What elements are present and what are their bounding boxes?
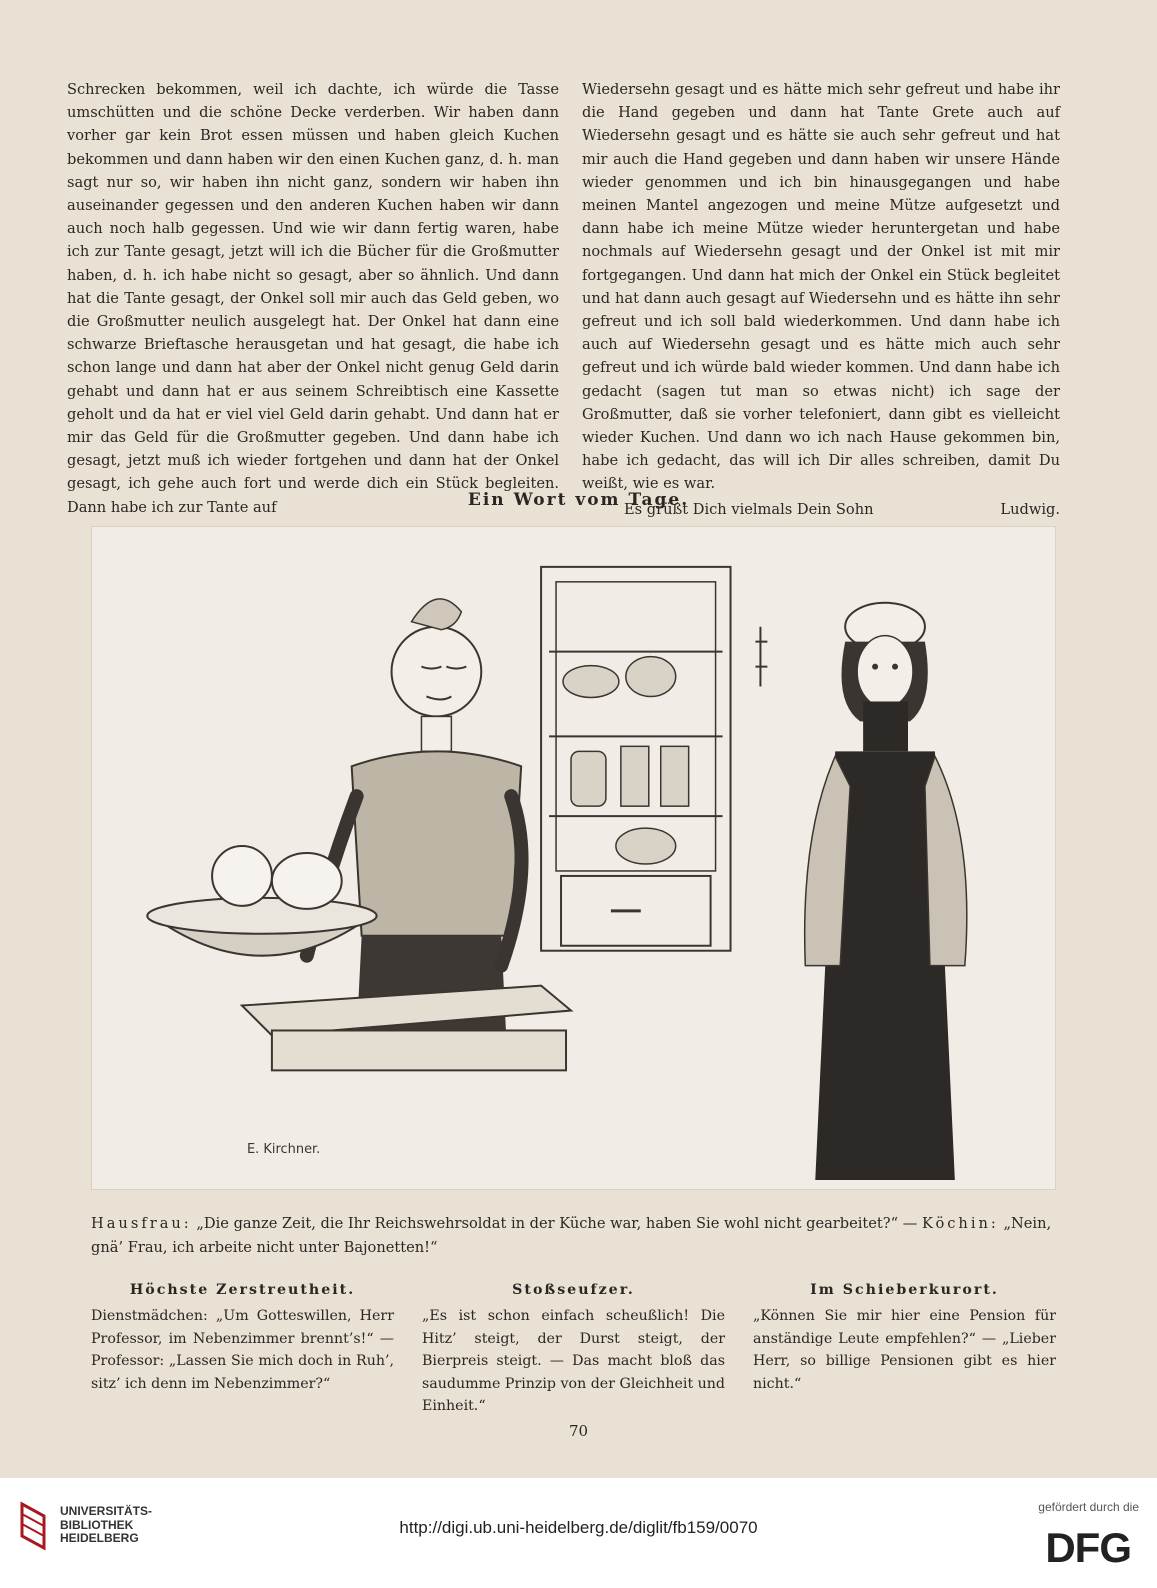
sponsor-label: gefördert durch die xyxy=(1038,1500,1139,1514)
digitization-footer xyxy=(0,1478,1157,1588)
cartoon-caption xyxy=(91,1212,1056,1260)
cartoon-illustration xyxy=(91,526,1056,1190)
caption-speaker-cook: Köchin: xyxy=(921,1215,999,1232)
short-jokes xyxy=(91,1279,1056,1417)
source-url-link[interactable]: http://digi.ub.uni-heidelberg.de/diglit/fb159/0070 xyxy=(399,1518,758,1537)
article-right-text: Wiedersehn gesagt und es hätte mich sehr gefreut und habe ihr die Hand gegeben und dann hat Tante Grete auch auf Wiedersehn gesagt und es hätte sie auch sehr gefreut und hat mir auch die Hand gegeben und dann haben wir unsere Hände wieder genommen und ich bin hinausgegangen und habe meinen Mantel angezogen und meine Mütze aufgesetzt und dann habe ich meine Mütze wieder heruntergetan und habe nochmals auf Wiedersehn gesagt und der Onkel ist mit mir fortgegangen. Und dann hat mich der Onkel ein Stück begleitet und hat dann auch gesagt auf Wiedersehn und es hätte ihn sehr gefreut und ich soll bald wiederkommen. Und dann habe ich auch auf Wiedersehn gesagt und es hätte mich auch sehr gefreut und ich würde bald wieder kommen. Und dann habe ich gedacht (sagen tut man so etwas nicht) ich sage der Großmutter, daß sie vorher telefoniert, dann gibt es vielleicht wieder Kuchen. Und dann wo ich nach Hause gekommen bin, habe ich gedacht, das will ich Dir alles schreiben, damit Du weißt, wie es war. xyxy=(582,81,1060,493)
library-name-line: UNIVERSITÄTS- xyxy=(60,1504,153,1518)
caption-answer: „Nein, gnä’ Frau, ich arbeite nicht unter Bajonetten!“ xyxy=(91,1215,1052,1256)
cartoon-drawing xyxy=(92,527,1055,1189)
joke-title: Stoßseufzer. xyxy=(512,1282,635,1298)
letter-greeting: Es grüßt Dich vielmals Dein Sohn xyxy=(624,500,874,518)
housewife-figure xyxy=(307,599,522,1036)
library-name-line: BIBLIOTHEK xyxy=(60,1517,134,1532)
article-right-column xyxy=(582,78,1060,521)
joke-item xyxy=(753,1279,1056,1417)
joke-text: „Können Sie mir hier eine Pension für anständige Leute empfehlen?“ — „Lieber Herr, so billige Pensionen gibt es hier nicht.“ xyxy=(753,1308,1056,1392)
cartoon-title: Ein Wort vom Tage. xyxy=(467,490,690,510)
page-number: 70 xyxy=(568,1422,589,1440)
caption-question: „Die ganze Zeit, die Ihr Reichswehrsoldat in der Küche war, haben Sie wohl nicht gearbeitet?“ — xyxy=(196,1215,918,1232)
joke-text: Dienstmädchen: „Um Gotteswillen, Herr Professor, im Nebenzimmer brennt’s!“ — Professor: „Lassen Sie mich doch in Ruh’, sitz’ ich denn im Nebenzimmer?“ xyxy=(91,1308,394,1392)
joke-title: Höchste Zerstreutheit. xyxy=(129,1282,356,1298)
cook-figure xyxy=(805,603,967,1180)
joke-item xyxy=(422,1279,725,1417)
library-name-line: HEIDELBERG xyxy=(60,1531,139,1545)
artist-signature: E. Kirchner. xyxy=(246,1142,321,1158)
washing-bowl xyxy=(147,846,376,956)
caption-speaker-housewife: Hausfrau: xyxy=(91,1215,192,1232)
letter-signature: Ludwig. xyxy=(1000,500,1060,518)
joke-text: „Es ist schon einfach scheußlich! Die Hitz’ steigt, der Durst steigt, der Bierpreis steigt. — Das macht bloß das saudumme Prinzip von der Gleichheit und Einheit.“ xyxy=(422,1308,726,1415)
joke-item xyxy=(91,1279,394,1417)
dfg-logo: DFG xyxy=(1045,1524,1131,1571)
joke-title: Im Schieberkurort. xyxy=(810,1282,999,1298)
crockery xyxy=(563,657,689,864)
wall-keys xyxy=(755,627,767,687)
article-left-text: Schrecken bekommen, weil ich dachte, ich würde die Tasse umschütten und die schöne Decke verderben. Wir haben dann vorher gar kein Brot essen müssen und haben gleich Kuchen bekommen und dann haben wir den einen Kuchen ganz, d. h. man sagt nur so, wir haben ihn nicht ganz, sondern wir haben ihn auseinander gegessen und den anderen Kuchen haben wir dann auch noch halb gegessen. Und wie wir dann fertig waren, habe ich zur Tante gesagt, jetzt will ich die Bücher für die Großmutter haben, d. h. ich habe nicht so gesagt, aber so ähnlich. Und dann hat die Tante gesagt, der Onkel soll mir auch das Geld geben, wo die Großmutter neulich ausgelegt hat. Der Onkel hat dann eine schwarze Brieftasche herausgetan und hat gesagt, die habe ich schon lange und dann hat aber der Onkel nicht genug Geld darin gehabt und dann hat er aus seinem Schreibtisch eine Kassette geholt und da hat er viel viel Geld darin gehabt. Und dann hat er mir das Geld für die Großmutter gegeben. Und dann habe ich gesagt, jetzt muß ich wieder fortgehen und dann hat der Onkel gesagt, ich gehe auch fort und werde dich ein Stück begleiten. Dann habe ich zur Tante auf xyxy=(67,81,559,516)
article-left-column xyxy=(67,78,559,519)
